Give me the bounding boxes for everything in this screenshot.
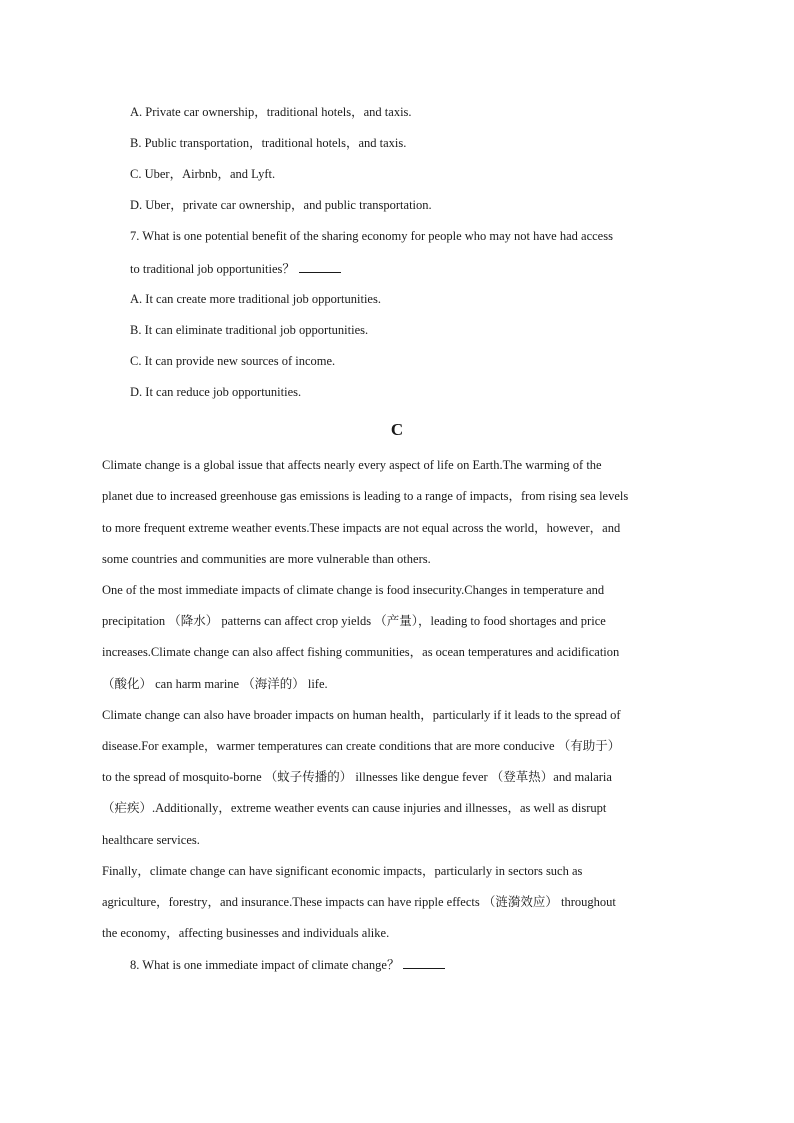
q7-option-d: D. It can reduce job opportunities. — [130, 385, 302, 399]
q6-option-b: B. Public transportation，traditional hotels，and taxis. — [130, 136, 407, 150]
passage-line: disease.For example，warmer temperatures can create conditions that are more conducive （有助于） — [102, 739, 621, 753]
passage-line: Climate change is a global issue that affects nearly every aspect of life on Earth.The warming of the — [102, 458, 602, 472]
q7-option-a: A. It can create more traditional job opportunities. — [130, 292, 381, 306]
section-heading: C — [390, 420, 404, 439]
passage-line: agriculture，forestry，and insurance.These impacts can have ripple effects （涟漪效应） throughout — [102, 895, 616, 909]
q7-question-line1: 7. What is one potential benefit of the sharing economy for people who may not have had access — [130, 229, 613, 243]
passage-line: to more frequent extreme weather events.These impacts are not equal across the world，however，and — [102, 521, 621, 535]
answer-blank — [299, 260, 341, 273]
passage-line: increases.Climate change can also affect fishing communities，as ocean temperatures and acidification — [102, 645, 620, 659]
passage-line: Finally，climate change can have significant economic impacts，particularly in sectors such as — [102, 864, 583, 878]
passage-line: precipitation （降水） patterns can affect crop yields （产量），leading to food shortages and price — [102, 614, 606, 628]
q6-option-d: D. Uber，private car ownership，and public transportation. — [130, 198, 432, 212]
q6-option-a: A. Private car ownership，traditional hotels，and taxis. — [130, 105, 412, 119]
passage-line: planet due to increased greenhouse gas emissions is leading to a range of impacts，from rising sea levels — [102, 489, 629, 503]
passage-line: the economy，affecting businesses and individuals alike. — [102, 926, 390, 940]
q7-option-c: C. It can provide new sources of income. — [130, 354, 336, 368]
q6-option-c: C. Uber，Airbnb，and Lyft. — [130, 167, 276, 181]
answer-blank — [403, 956, 445, 969]
q7-option-b: B. It can eliminate traditional job opportunities. — [130, 323, 369, 337]
passage-line: to the spread of mosquito-borne （蚊子传播的） illnesses like dengue fever （登革热）and malaria — [102, 770, 612, 784]
passage-line: some countries and communities are more vulnerable than others. — [102, 552, 431, 566]
passage-line: One of the most immediate impacts of climate change is food insecurity.Changes in temperature and — [102, 583, 605, 597]
passage-line: （酸化） can harm marine （海洋的） life. — [102, 677, 328, 691]
passage-line: healthcare services. — [102, 833, 200, 847]
q8-question: 8. What is one immediate impact of climate change？ — [130, 956, 445, 973]
passage-line: Climate change can also have broader impacts on human health，particularly if it leads to the spread of — [102, 708, 621, 722]
q7-question-line2: to traditional job opportunities？ — [130, 260, 341, 277]
passage-line: （疟疾）.Additionally，extreme weather events can cause injuries and illnesses，as well as disrupt — [102, 801, 607, 815]
